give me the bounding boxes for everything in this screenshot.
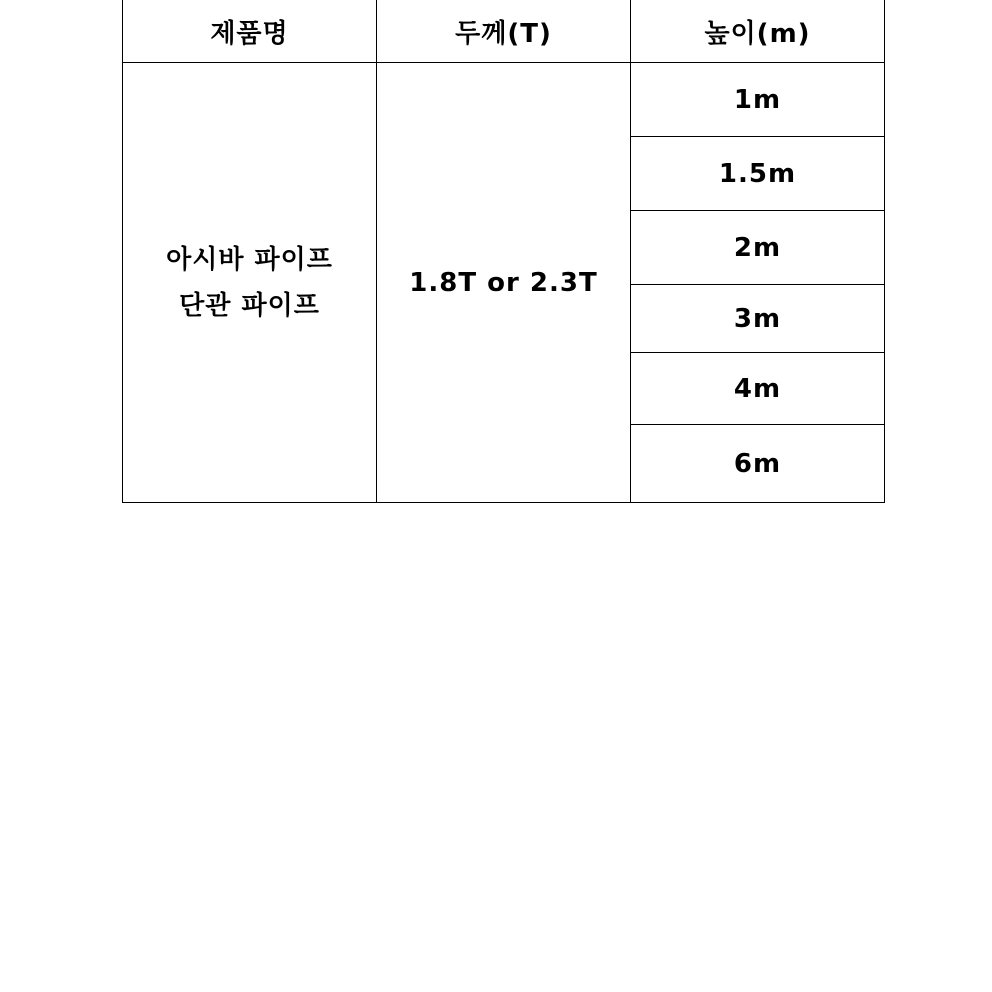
product-name-line: 단관 파이프: [179, 290, 320, 321]
header-height: 높이(m): [631, 0, 885, 63]
height-cell: 3m: [631, 285, 885, 353]
product-spec-table: [122, 0, 885, 503]
height-cell: 4m: [631, 353, 885, 425]
product-name-line: 아시바 파이프: [166, 244, 333, 275]
header-row: [123, 0, 885, 63]
header-product-name: 제품명: [123, 0, 377, 63]
height-cell: 1.5m: [631, 137, 885, 211]
height-cell: 1m: [631, 63, 885, 137]
product-name-cell: [123, 63, 377, 503]
header-thickness: 두께(T): [377, 0, 631, 63]
height-cell: 2m: [631, 211, 885, 285]
height-cell: 6m: [631, 425, 885, 503]
table-row: [123, 63, 885, 137]
thickness-cell: 1.8T or 2.3T: [377, 63, 631, 503]
